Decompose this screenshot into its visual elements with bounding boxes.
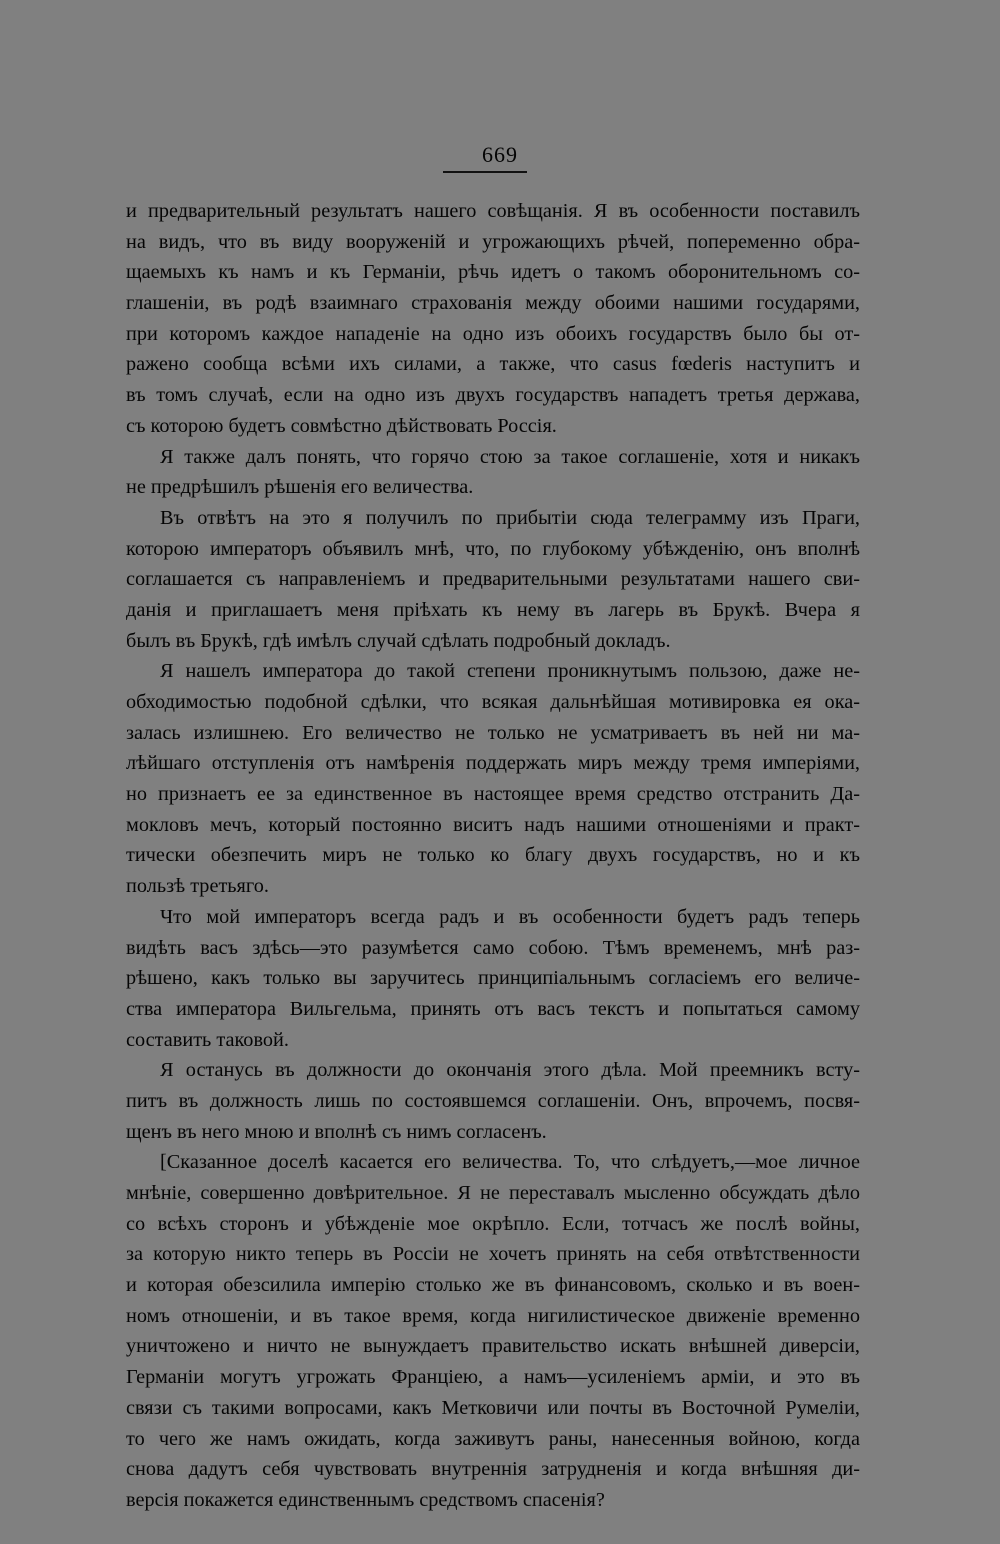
text-line: былъ въ Брукѣ, гдѣ имѣлъ случай сдѣлать подробный докладъ. — [126, 629, 671, 652]
text-line: снова дадутъ себя чувствовать внутреннія затрудненія и когда внѣшняя ди- — [126, 1458, 860, 1481]
text-line: ства императора Вильгельма, принять отъ васъ текстъ и попытаться самому — [126, 997, 860, 1020]
text-line: рѣшено, какъ только вы заручитесь принципіальнымъ согласіемъ его величе- — [126, 967, 860, 990]
text-line: связи съ такими вопросами, какъ Метковичи или почты въ Восточной Румеліи, — [126, 1396, 860, 1419]
text-line: за которую никто теперь въ Россіи не хочетъ принять на себя отвѣтственности — [126, 1243, 860, 1266]
text-line: видѣть васъ здѣсь—это разумѣется само собою. Тѣмъ временемъ, мнѣ раз- — [126, 936, 860, 959]
text-line: Въ отвѣтъ на это я получилъ по прибытіи сюда телеграмму изъ Праги, — [160, 506, 860, 529]
text-line: то чего же намъ ожидать, когда заживутъ раны, нанесенныя войною, когда — [126, 1427, 860, 1450]
text-line: и которая обезсилила имперію столько же въ финансовомъ, сколько и въ воен- — [126, 1274, 860, 1297]
text-line: Я также далъ понять, что горячо стою за такое соглашеніе, хотя и никакъ — [160, 445, 860, 468]
text-line: [Сказанное доселѣ касается его величества. То, что слѣдуетъ,—мое личное — [160, 1151, 860, 1174]
text-line: на видъ, что въ виду вооруженій и угрожающихъ рѣчей, попеременно обра- — [126, 230, 860, 253]
text-line: ражено сообща всѣми ихъ силами, а также, что casus fœderis наступитъ и — [126, 353, 860, 376]
text-line: лѣйшаго отступленія отъ намѣренія поддержать миръ между тремя имперіями, — [126, 752, 860, 775]
text-line: уничтожено и ничто не вынуждаетъ правительство искать внѣшней диверсіи, — [126, 1335, 860, 1358]
page-number: 669 — [482, 142, 518, 167]
text-line: и предварительный результатъ нашего совѣщанія. Я въ особенности поставилъ — [126, 200, 860, 222]
text-line: версія покажется единственнымъ средствомъ спасенія? — [126, 1488, 605, 1511]
text-line: Я нашелъ императора до такой степени проникнутымъ пользою, даже не- — [160, 660, 860, 683]
text-line: щенъ въ него мною и вполнѣ съ нимъ согласенъ. — [126, 1120, 547, 1143]
text-line: пользѣ третьяго. — [126, 875, 269, 898]
text-line: мнѣніе, совершенно довѣрительное. Я не переставалъ мысленно обсуждать дѣло — [126, 1182, 860, 1204]
text-line: съ которою будетъ совмѣстно дѣйствовать Россія. — [126, 414, 557, 437]
page-number-rule — [443, 171, 527, 173]
text-line: мокловъ мечъ, который постоянно виситъ надъ нашими отношеніями и практ- — [126, 813, 860, 836]
text-line: тически обезпечить миръ не только ко благу двухъ государствъ, но и къ — [126, 844, 860, 867]
text-line: при которомъ каждое нападеніе на одно изъ обоихъ государствъ было бы от- — [126, 322, 860, 345]
text-line: со всѣхъ сторонъ и убѣжденіе мое окрѣпло. Если, тотчасъ же послѣ войны, — [126, 1212, 860, 1235]
body-text — [126, 196, 860, 1516]
text-line: питъ въ должность лишь по состоявшемся соглашеніи. Онъ, впрочемъ, посвя- — [126, 1089, 860, 1112]
text-line: которою императоръ объявилъ мнѣ, что, по глубокому убѣжденію, онъ вполнѣ — [126, 537, 860, 560]
text-line: данія и приглашаетъ меня пріѣхать къ нему въ лагерь въ Брукѣ. Вчера я — [126, 598, 860, 621]
text-line: Что мой императоръ всегда радъ и въ особенности будетъ радъ теперь — [160, 905, 860, 928]
text-line: обходимостью подобной сдѣлки, что всякая дальнѣйшая мотивировка ея ока- — [126, 691, 860, 713]
text-line: щаемыхъ къ намъ и къ Германіи, рѣчь идетъ о такомъ оборонительномъ со- — [126, 261, 860, 284]
text-line: въ томъ случаѣ, если на одно изъ двухъ государствъ нападетъ третья держава, — [126, 384, 860, 407]
text-line: не предрѣшилъ рѣшенія его величества. — [126, 476, 474, 499]
text-line: соглашается съ направленіемъ и предварительными результатами нашего сви- — [126, 568, 860, 591]
text-line: но признаетъ ее за единственное въ настоящее время средство отстранить Да- — [126, 783, 860, 806]
text-line: глашеніи, въ родѣ взаимнаго страхованія между обоими нашими государями, — [126, 292, 860, 315]
text-line: номъ отношеніи, и въ такое время, когда нигилистическое движеніе временно — [126, 1304, 860, 1327]
text-line: залась излишнею. Его величество не только не усматриваетъ въ ней ни ма- — [126, 721, 860, 744]
text-line: Германіи могутъ угрожать Франціею, а намъ—усиленіемъ арміи, и это въ — [126, 1366, 860, 1389]
text-line: Я останусь въ должности до окончанія этого дѣла. Мой преемникъ всту- — [160, 1059, 860, 1082]
text-line: составить таковой. — [126, 1028, 289, 1051]
